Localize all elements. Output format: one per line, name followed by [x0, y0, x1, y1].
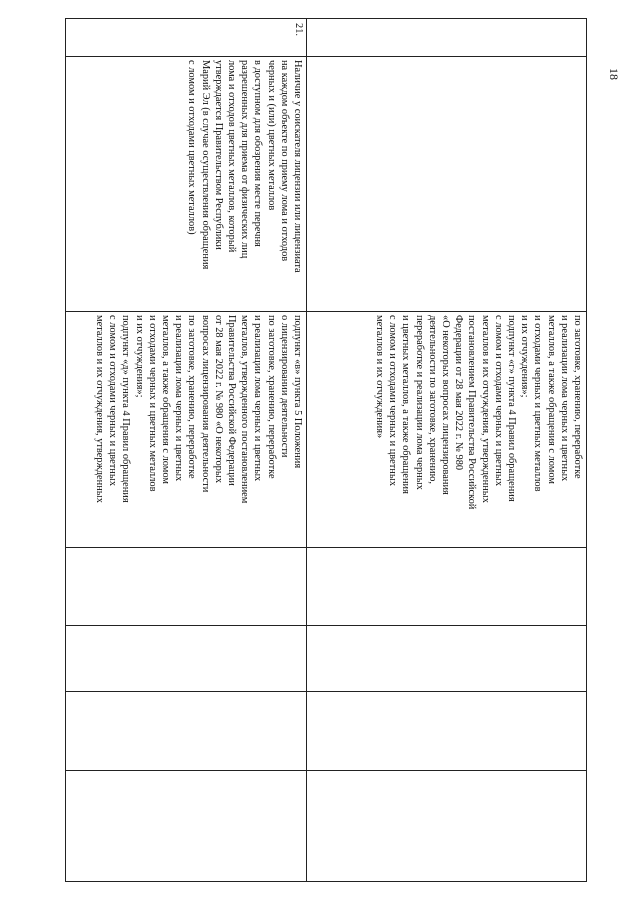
- basis-line: Правительства Российской Федерации: [225, 315, 237, 486]
- column-divider: [66, 311, 586, 312]
- basis-line: и реализации лома черных и цветных: [252, 315, 264, 482]
- basis-line: металлов, а также обращения с ломом: [545, 315, 557, 484]
- requirement-line: Марий Эл (в случае осуществления обращения: [199, 60, 211, 270]
- basis-line: по заготовке, хранению, переработке: [265, 315, 277, 479]
- requirement-line: разрешенных для приема от физических лиц: [239, 60, 251, 259]
- basis-line: вопросах лицензирования деятельности: [199, 315, 211, 493]
- basis-line: и их отчуждения»;: [519, 315, 531, 398]
- table-row-21: [64, 19, 306, 881]
- cell-empty-1: [307, 547, 586, 625]
- column-divider: [66, 625, 586, 626]
- basis-line: переработке и реализации лома черных: [413, 315, 425, 490]
- column-divider: [66, 691, 586, 692]
- requirement-line: лома и отходов цветных металлов, который: [225, 60, 237, 253]
- cell-requirement: [307, 56, 586, 311]
- basis-line: подпункт «в» пункта 5 Положения: [292, 315, 303, 469]
- column-divider: [66, 56, 586, 57]
- basis-line: подпункт «г» пункта 4 Правил обращения: [505, 315, 517, 502]
- basis-line: с ломом и отходами черных и цветных: [492, 315, 504, 487]
- basis-line: деятельности по заготовке, хранению,: [426, 315, 438, 484]
- requirement-line: с ломом и отходами цветных металлов): [186, 60, 198, 235]
- requirement-line: черных и (или) цветных металлов: [265, 60, 277, 211]
- basis-line: подпункт «д» пункта 4 Правил обращения: [120, 315, 132, 503]
- column-divider: [66, 770, 586, 771]
- basis-line: с ломом и отходами черных и цветных: [387, 315, 399, 487]
- basis-line: металлов, утвержденного постановлением: [239, 315, 251, 504]
- basis-line: металлов и их отчуждения, утвержденных: [479, 315, 491, 503]
- cell-empty-3: [64, 691, 306, 770]
- basis-line: постановлением Правительства Российской: [466, 315, 478, 510]
- cell-legal-basis: [307, 311, 586, 547]
- basis-line: и цветных металлов, а также обращения: [400, 315, 412, 494]
- basis-line: и реализации лома черных и цветных: [173, 315, 185, 482]
- table-rotation-wrapper: [65, 18, 587, 882]
- basis-line: металлов, а также обращения с ломом: [159, 315, 171, 484]
- requirements-table: [65, 18, 587, 882]
- cell-empty-2: [307, 625, 586, 691]
- requirement-line: Наличие у соискателя лицензии или лицензиата: [292, 60, 303, 273]
- basis-line: о лицензировании деятельности: [278, 315, 290, 458]
- basis-line: и их отчуждения»;: [133, 315, 145, 398]
- requirement-line: утверждается Правительством Республики: [212, 60, 224, 250]
- basis-line: с ломом и отходами черных и цветных: [107, 315, 119, 487]
- cell-empty-3: [307, 691, 586, 770]
- requirement-line: в доступном для обозрения месте перечня: [252, 60, 264, 247]
- page-number: 18: [607, 68, 622, 80]
- basis-line: металлов и их отчуждения, утвержденных: [93, 315, 105, 503]
- requirement-line: на каждом объекте по приему лома и отходов: [278, 60, 290, 262]
- basis-line: и отходами черных и цветных металлов: [532, 315, 544, 492]
- row-divider: [306, 19, 307, 881]
- cell-empty-1: [64, 547, 306, 625]
- column-divider: [66, 547, 586, 548]
- table-row-continuation: [307, 19, 586, 881]
- basis-line: и отходами черных и цветных металлов: [146, 315, 158, 492]
- basis-line: по заготовке, хранению, переработке: [572, 315, 583, 479]
- basis-line: Федерации от 28 мая 2022 г. № 980: [453, 315, 465, 471]
- basis-line: от 28 мая 2022 г. № 980 «О некоторых: [212, 315, 224, 484]
- cell-number: [307, 19, 586, 56]
- cell-empty-2: [64, 625, 306, 691]
- basis-line: по заготовке, хранению, переработке: [186, 315, 198, 479]
- cell-empty-4: [307, 770, 586, 883]
- cell-legal-basis: [64, 311, 306, 547]
- basis-line: металлов и их отчуждения»: [373, 315, 385, 439]
- cell-empty-4: [64, 770, 306, 883]
- cell-requirement: [64, 56, 306, 311]
- basis-line: и реализации лома черных и цветных: [558, 315, 570, 482]
- cell-number: 21.: [293, 23, 304, 36]
- basis-line: «О некоторых вопросах лицензирования: [439, 315, 451, 495]
